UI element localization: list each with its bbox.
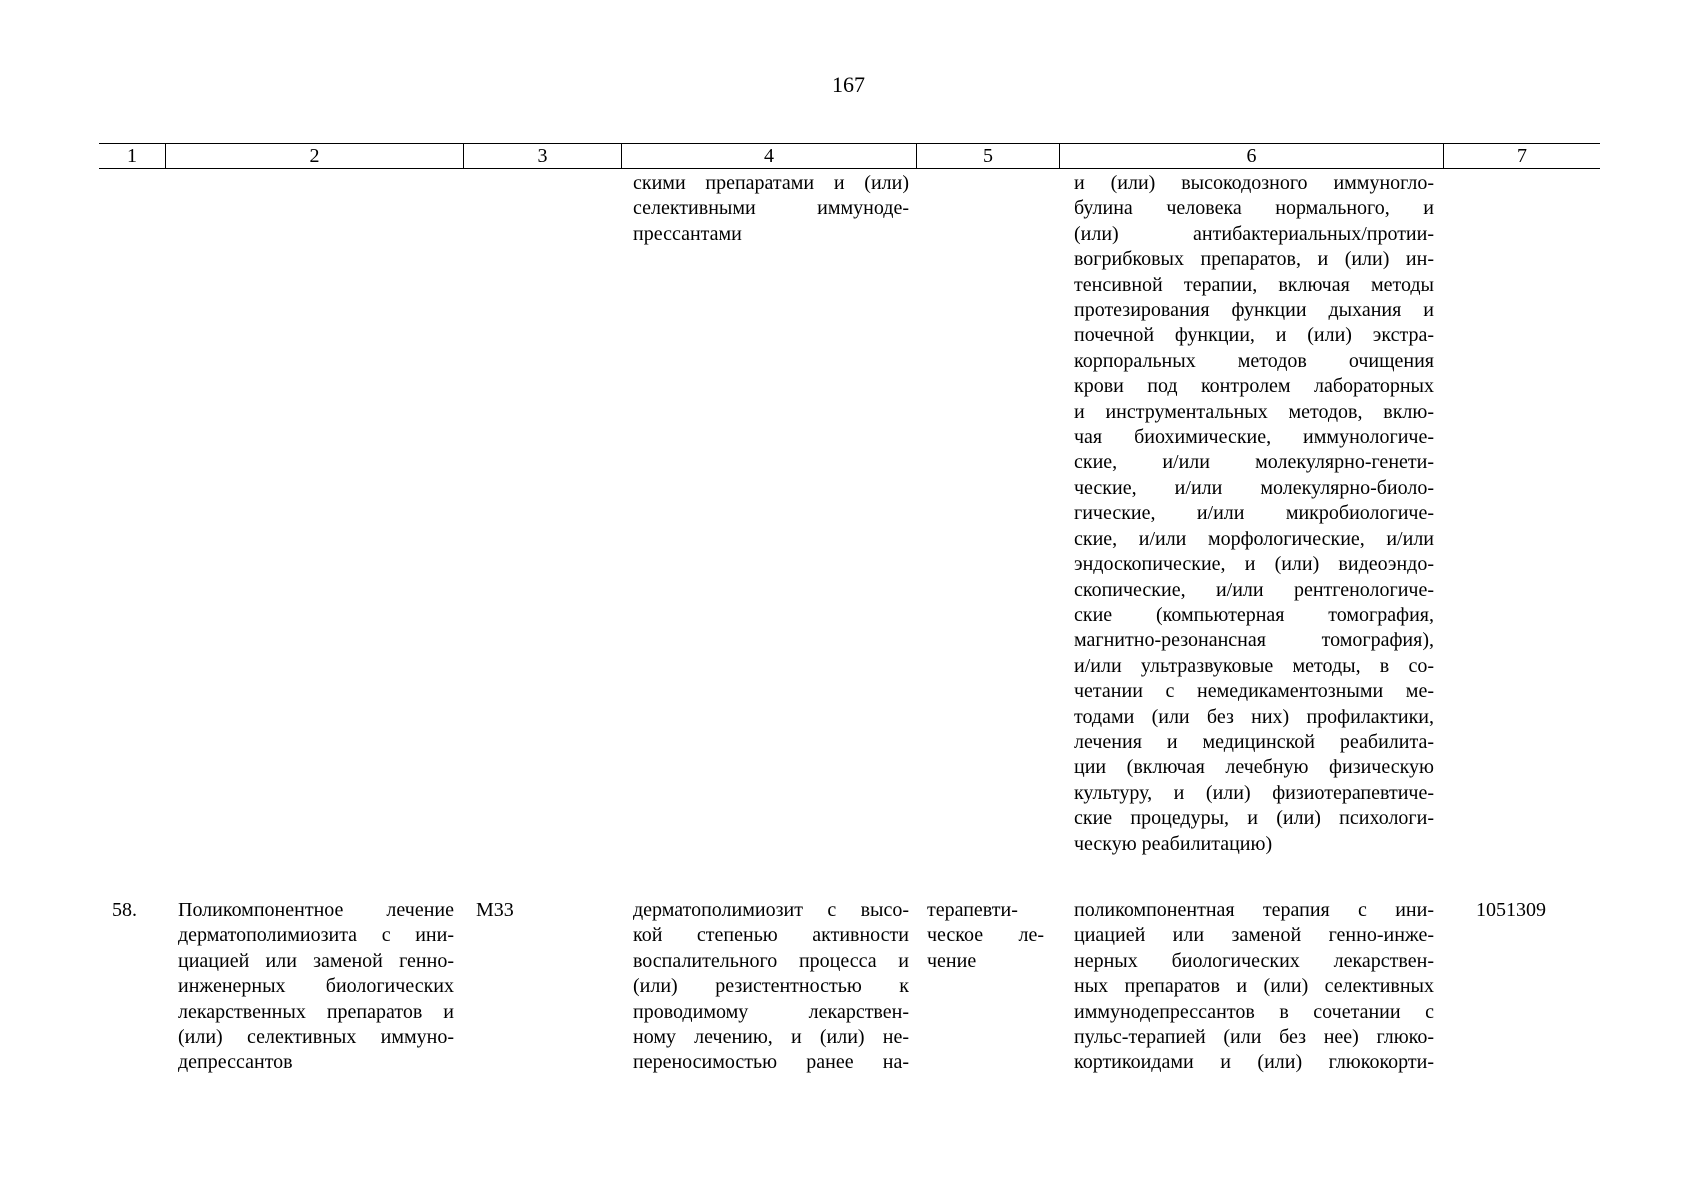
text-line: ские, и/или молекулярно-генети- — [1074, 451, 1434, 474]
row-58-treatment-method — [1074, 898, 1434, 1076]
text-line: тенсивной терапии, включая методы — [1074, 273, 1434, 296]
text-line: (или) резистентностью к — [633, 975, 909, 998]
text-line: воспалительного процесса и — [633, 949, 909, 972]
cost-value: 1051309 — [1476, 899, 1546, 921]
text-line: (или) антибактериальных/протии- — [1074, 222, 1434, 245]
text-line: ческие, и/или молекулярно-биоло- — [1074, 476, 1434, 499]
text-line: тодами (или без них) профилактики, — [1074, 705, 1434, 728]
row-58-treatment-profile — [178, 898, 454, 1076]
row-58-treatment-type — [927, 898, 1044, 974]
text-line: почечной функции, и (или) экстра- — [1074, 324, 1434, 347]
text-line: лекарственных препаратов и — [178, 1000, 454, 1023]
text-line: ному лечению, и (или) не- — [633, 1026, 909, 1049]
text-line: протезирования функции дыхания и — [1074, 299, 1434, 322]
row-number: 58. — [112, 899, 137, 921]
text-line: пульс-терапией (или без нее) глюко- — [1074, 1026, 1434, 1049]
row-58-indications — [633, 898, 909, 1076]
header-col-2: 2 — [165, 144, 463, 168]
header-col-4: 4 — [621, 144, 916, 168]
table-header-row — [99, 143, 1600, 169]
text-line: Поликомпонентное лечение — [178, 899, 454, 921]
text-line: кой степенью активности — [633, 924, 909, 947]
header-col-7: 7 — [1443, 144, 1600, 168]
text-line: и (или) высокодозного иммуногло- — [1074, 172, 1434, 194]
text-line: ных препаратов и (или) селективных — [1074, 975, 1434, 998]
row-58-icd-code — [476, 898, 616, 923]
text-line: дерматополимиозит с высо- — [633, 899, 909, 921]
row-58-number — [112, 898, 156, 923]
text-line: скими препаратами и (или) — [633, 172, 909, 194]
text-line: поликомпонентная терапия с ини- — [1074, 899, 1434, 921]
header-col-5: 5 — [916, 144, 1059, 168]
text-line: терапевти- — [927, 899, 1018, 921]
page-number: 167 — [832, 72, 865, 97]
text-line: чая биохимические, иммунологиче- — [1074, 426, 1434, 449]
text-line: магнитно-резонансная томография), — [1074, 629, 1434, 652]
continuation-treatment-method — [1074, 171, 1434, 857]
text-line: ческую реабилитацию) — [1074, 832, 1273, 855]
text-line: инженерных биологических — [178, 975, 454, 998]
text-line: эндоскопические, и (или) видеоэндо- — [1074, 553, 1434, 576]
text-line: и инструментальных методов, вклю- — [1074, 400, 1434, 423]
text-line: лечения и медицинской реабилита- — [1074, 730, 1434, 753]
row-58-cost — [1476, 898, 1576, 923]
text-line: ские (компьютерная томография, — [1074, 603, 1434, 626]
text-line: циацией или заменой генно-инже- — [1074, 924, 1434, 947]
text-line: ции (включая лечебную физическую — [1074, 756, 1434, 779]
text-line: иммунодепрессантов в сочетании с — [1074, 1000, 1434, 1023]
text-line: депрессантов — [178, 1051, 293, 1074]
text-line: селективными иммуноде- — [633, 197, 909, 220]
text-line: ческое ле- — [927, 924, 1044, 947]
text-line: скопические, и/или рентгенологиче- — [1074, 578, 1434, 601]
header-col-6: 6 — [1059, 144, 1443, 168]
text-line: нерных биологических лекарствен- — [1074, 949, 1434, 972]
text-line: ские, и/или морфологические, и/или — [1074, 527, 1434, 550]
text-line: вогрибковых препаратов, и (или) ин- — [1074, 248, 1434, 271]
text-line: кортикоидами и (или) глюкокорти- — [1074, 1051, 1434, 1074]
header-col-1: 1 — [127, 145, 137, 167]
text-line: чение — [927, 949, 977, 972]
text-line: проводимому лекарствен- — [633, 1000, 909, 1023]
text-line: булина человека нормального, и — [1074, 197, 1434, 220]
text-line: культуру, и (или) физиотерапевтиче- — [1074, 781, 1434, 804]
text-line: прессантами — [633, 222, 742, 245]
text-line: дерматополимиозита с ини- — [178, 924, 454, 947]
icd-code: M33 — [476, 899, 514, 921]
text-line: (или) селективных иммуно- — [178, 1026, 454, 1049]
header-col-3: 3 — [463, 144, 621, 168]
continuation-indications — [633, 171, 909, 247]
text-line: крови под контролем лабораторных — [1074, 375, 1434, 398]
text-line: четании с немедикаментозными ме- — [1074, 680, 1434, 703]
text-line: ские процедуры, и (или) психологи- — [1074, 807, 1434, 830]
text-line: переносимостью ранее на- — [633, 1051, 909, 1074]
text-line: гические, и/или микробиологиче- — [1074, 502, 1434, 525]
text-line: циацией или заменой генно- — [178, 949, 454, 972]
text-line: и/или ультразвуковые методы, в со- — [1074, 654, 1434, 677]
text-line: корпоральных методов очищения — [1074, 349, 1434, 372]
